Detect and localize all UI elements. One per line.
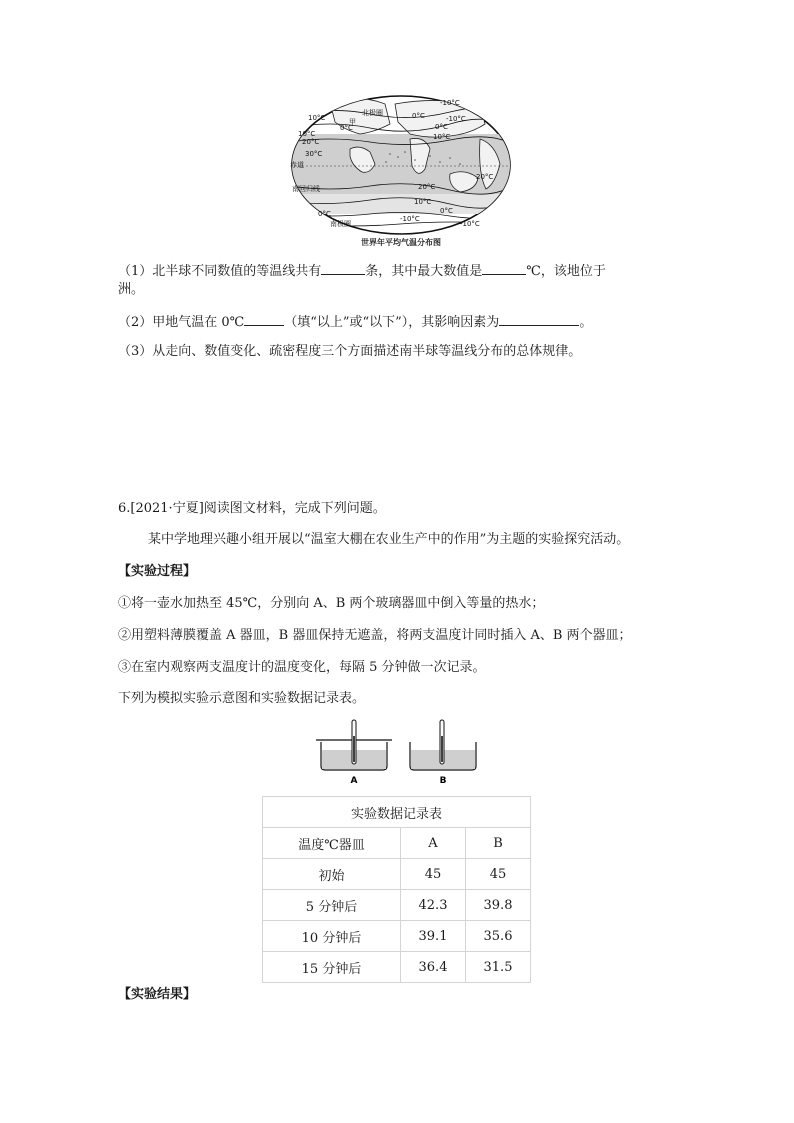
map-label: 30°C <box>305 150 323 158</box>
question-1-text: ℃，该地位于 <box>526 264 606 279</box>
table-cell: 10 分钟后 <box>263 921 401 952</box>
experiment-data-table <box>262 796 531 983</box>
map-label: 20°C <box>418 183 436 191</box>
table-cell: 初始 <box>263 859 401 890</box>
map-label: 20°C <box>476 173 494 181</box>
container-b <box>410 720 476 770</box>
table-cell: 45 <box>401 859 466 890</box>
table-row <box>263 952 531 983</box>
table-row <box>263 921 531 952</box>
table-cell: 36.4 <box>401 952 466 983</box>
map-label: 0°C <box>435 123 448 131</box>
map-label: 赤道 <box>290 161 304 169</box>
question-1-text: 条，其中最大数值是 <box>365 264 483 279</box>
table-header-cell: A <box>401 828 466 859</box>
table-cell: 39.1 <box>401 921 466 952</box>
map-label: -10°C <box>460 220 480 228</box>
map-label: 0°C <box>412 112 425 120</box>
table-cell: 35.6 <box>466 921 531 952</box>
step-2: ②用塑料薄膜覆盖 A 器皿，B 器皿保持无遮盖，将两支温度计同时插入 A、B 两个器皿； <box>118 628 632 643</box>
figure-note: 下列为模拟实验示意图和实验数据记录表。 <box>118 691 366 706</box>
map-label: 10°C <box>414 198 432 206</box>
map-label: 10°C <box>308 114 326 122</box>
table-row <box>263 890 531 921</box>
question-1-cont: 洲。 <box>118 282 145 297</box>
map-label: 南回归线 <box>292 185 320 193</box>
world-temperature-map <box>290 94 512 236</box>
map-label: 10°C <box>298 130 316 138</box>
label-b: B <box>439 776 447 786</box>
answer-blank[interactable] <box>482 262 526 275</box>
table-cell: 15 分钟后 <box>263 952 401 983</box>
map-label: 10°C <box>433 133 451 141</box>
step-3: ③在室内观察两支温度计的温度变化，每隔 5 分钟做一次记录。 <box>118 660 486 675</box>
label-a: A <box>350 776 358 786</box>
q6-heading: 6.[2021·宁夏]阅读图文材料，完成下列问题。 <box>118 501 386 516</box>
table-cell: 39.8 <box>466 890 531 921</box>
map-label: 0°C <box>318 210 331 218</box>
question-1-text: （1）北半球不同数值的等温线共有 <box>118 264 322 279</box>
question-3: （3）从走向、数值变化、疏密程度三个方面描述南半球等温线分布的总体规律。 <box>118 344 582 359</box>
map-label: 0°C <box>440 207 453 215</box>
process-title: 【实验过程】 <box>118 564 197 579</box>
table-cell: 45 <box>466 859 531 890</box>
question-2 <box>118 313 592 331</box>
map-label: -10°C <box>440 99 460 107</box>
container-a <box>316 720 392 770</box>
question-1 <box>118 262 606 280</box>
experiment-apparatus <box>316 716 480 788</box>
question-2-text: （填“以上”或“以下”），其影响因素为 <box>284 315 500 330</box>
q6-intro: 某中学地理兴趣小组开展以“温室大棚在农业生产中的作用”为主题的实验探究活动。 <box>148 532 630 547</box>
table-cell: 5 分钟后 <box>263 890 401 921</box>
map-label: 甲 <box>349 118 356 126</box>
answer-blank[interactable] <box>499 313 579 326</box>
map-label: -10°C <box>400 215 420 223</box>
result-title: 【实验结果】 <box>118 987 197 1002</box>
map-label: 20°C <box>302 138 320 146</box>
table-header-row <box>263 828 531 859</box>
answer-blank[interactable] <box>321 262 365 275</box>
table-cell: 42.3 <box>401 890 466 921</box>
table-header-cell: B <box>466 828 531 859</box>
table-row <box>263 859 531 890</box>
table-header-cell: 温度℃器皿 <box>263 828 401 859</box>
table-cell: 31.5 <box>466 952 531 983</box>
map-label: -10°C <box>446 115 466 123</box>
question-2-text: （2）甲地气温在 0℃ <box>118 315 245 330</box>
table-title: 实验数据记录表 <box>263 797 531 828</box>
step-1: ①将一壶水加热至 45℃，分别向 A、B 两个玻璃器皿中倒入等量的热水； <box>118 596 545 611</box>
map-label: 0°C <box>340 124 353 132</box>
question-2-text: 。 <box>579 315 593 330</box>
map-caption: 世界年平均气温分布图 <box>361 237 441 247</box>
map-label: 北极圈 <box>362 109 383 117</box>
map-label: 南极圈 <box>330 220 351 228</box>
answer-blank[interactable] <box>244 313 284 326</box>
